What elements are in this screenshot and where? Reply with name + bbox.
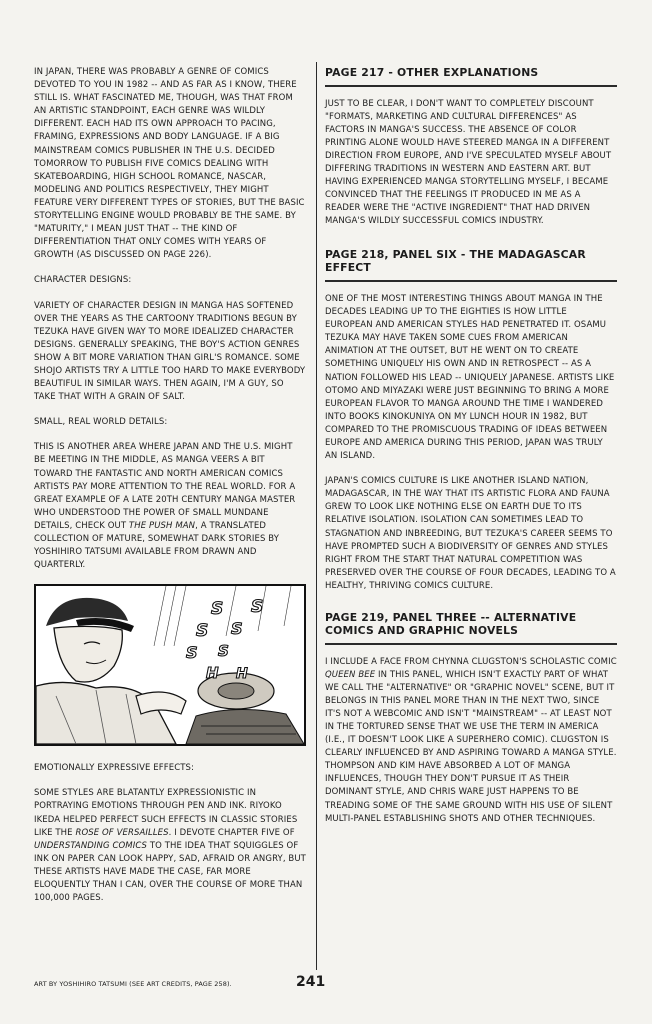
sfx-letter: S: [196, 621, 209, 642]
sfx-letter: S: [211, 599, 224, 620]
left-column: [34, 66, 306, 917]
sfx-letter: S: [231, 619, 243, 639]
title-queen-bee: QUEEN BEE: [325, 669, 376, 680]
column-divider: [316, 62, 317, 970]
paragraph-page-217: JUST TO BE CLEAR, I DON'T WANT TO COMPLETELY DISCOUNT "FORMATS, MARKETING AND CULTURAL DIFFERENCES" AS FACTORS IN MANGA'S SUCCESS. THE ABSENCE OF COLOR PRINTING ALONE WOULD HAVE STEERED MANGA IN A DIFFERENT DIRECTION FROM EUROPE, AND I'VE SPECULATED MYSELF ABOUT DIFFERING TRADITIONS IN WESTERN AND EASTERN ART. BUT HAVING EXPERIENCED MANGA STORYTELLING MYSELF, I BECAME CONVINCED THAT THE FEELINGS IT PRODUCED IN ME AS A READER WERE THE "ACTIVE INGREDIENT" THAT HAD DRIVEN MANGA'S WILDLY SUCCESSFUL COMICS INDUSTRY.: [325, 98, 612, 227]
title-understanding-comics: UNDERSTANDING COMICS: [34, 840, 148, 851]
page-number: 241: [296, 974, 326, 990]
paragraph-intro: IN JAPAN, THERE WAS PROBABLY A GENRE OF COMICS DEVOTED TO YOU IN 1982 -- AND AS FAR AS I KNOW, THERE STILL IS. WHAT FASCINATED ME, THOUGH, WAS THAT FROM AN ARTISTIC STANDPOINT, EACH GENRE WAS WILDLY DIFFERENT. EACH HAD ITS OWN APPROACH TO PACING, FRAMING, EXPRESSIONS AND BODY LANGUAGE. IF A BIG MAINSTREAM COMICS PUBLISHER IN THE U.S. DECIDED TOMORROW TO PUBLISH FIVE COMICS DEALING WITH SKATEBOARDING, HIGH SCHOOL ROMANCE, NASCAR, MODELING AND POLITICS RESPECTIVELY, THEY MIGHT FEATURE VERY DIFFERENT TYPES OF STORIES, BUT THE BASIC STORYTELLING ENGINE WOULD PROBABLY BE THE SAME. BY "MATURITY," I MEAN JUST THAT -- THE KIND OF DIFFERENTIATION THAT ONLY COMES WITH YEARS OF GROWTH (AS DISCUSSED ON PAGE 226).: [34, 67, 305, 261]
sfx-letter: H: [206, 664, 219, 683]
heading-rule: [325, 280, 617, 282]
paragraph-emotional-effects: SOME STYLES ARE BLATANTLY EXPRESSIONISTIC IN PORTRAYING EMOTIONS THROUGH PEN AND INK. RIYOKO IKEDA HELPED PERFECT SUCH EFFECTS IN CLASSIC STORIES LIKE THE ROSE OF VERSAILLES. I DEVOTE CHAPTER FIVE OF UNDERSTANDING COMICS TO THE IDEA THAT SQUIGGLES OF INK ON PAPER CAN LOOK HAPPY, SAD, AFRAID OR ANGRY, BUT THESE ARTISTS HAVE MADE THE CASE, FAR MORE ELOQUENTLY THAN I CAN, OVER THE COURSE OF MORE THAN 100,000 PAGES.: [34, 788, 306, 904]
art-credit-caption: ART BY YOSHIHIRO TATSUMI (SEE ART CREDITS, PAGE 258).: [34, 980, 232, 988]
comic-panel-illustration: [34, 584, 306, 746]
paragraph-character-designs: VARIETY OF CHARACTER DESIGN IN MANGA HAS SOFTENED OVER THE YEARS AS THE CARTOONY TRADITIONS BEGUN BY TEZUKA HAVE GIVEN WAY TO MORE IDEALIZED CHARACTER DESIGNS. GENERALLY SPEAKING, THE BOY'S ACTION GENRES SHOW A BIT MORE VARIATION THAN GIRL'S ROMANCE. SOME SHOJO ARTISTS TRY A LITTLE TOO HARD TO MAKE EVERYBODY BEAUTIFUL IN SIMILAR WAYS. THEN AGAIN, I'M A GUY, SO TAKE THAT WITH A GRAIN OF SALT.: [34, 300, 306, 403]
paragraph-small-details: THIS IS ANOTHER AREA WHERE JAPAN AND THE U.S. MIGHT BE MEETING IN THE MIDDLE, AS MANGA VEERS A BIT TOWARD THE FANTASTIC AND NORTH AMERICAN COMICS ARTISTS PAY MORE ATTENTION TO THE REAL WORLD. FOR A GREAT EXAMPLE OF A LATE 20TH CENTURY MANGA MASTER WHO UNDERSTOOD THE POWER OF SMALL MUNDANE DETAILS, CHECK OUT THE PUSH MAN, A TRANSLATED COLLECTION OF MATURE, SOMEWHAT DARK STORIES BY YOSHIHIRO TATSUMI AVAILABLE FROM DRAWN AND QUARTERLY.: [34, 442, 296, 571]
heading-page-218: PAGE 218, PANEL SIX - THE MADAGASCAR EFFECT: [325, 248, 586, 275]
heading-emotional-effects: EMOTIONALLY EXPRESSIVE EFFECTS:: [34, 763, 194, 774]
paragraph-page-218-b: JAPAN'S COMICS CULTURE IS LIKE ANOTHER ISLAND NATION, MADAGASCAR, IN THE WAY THAT ITS ARTISTIC FLORA AND FAUNA GREW TO LOOK LIKE NOTHING ELSE ON EARTH DUE TO ITS RELATIVE ISOLATION. ISOLATION CAN SOMETIMES LEAD TO STAGNATION AND INBREEDING, BUT TEZUKA'S CAREER SEEMS TO HAVE PROMPTED SUCH A BIODIVERSITY OF GENRES AND STYLES RIGHT FROM THE START THAT NATURAL COMPETITION WAS PRESERVED OVER THE COURSE OF FOUR DECADES, LEADING TO A HEALTHY, THRIVING COMICS CULTURE.: [325, 476, 616, 591]
right-column: [325, 66, 617, 838]
sfx-letter: H: [236, 666, 248, 683]
sfx-letter: S: [186, 643, 198, 663]
heading-rule: [325, 85, 617, 87]
heading-page-219: PAGE 219, PANEL THREE -- ALTERNATIVE COMICS AND GRAPHIC NOVELS: [325, 611, 577, 637]
heading-small-details: SMALL, REAL WORLD DETAILS:: [34, 417, 168, 428]
heading-rule: [325, 643, 617, 645]
title-push-man: THE PUSH MAN: [128, 520, 196, 531]
heading-character-designs: CHARACTER DESIGNS:: [34, 275, 132, 286]
paragraph-page-219: I INCLUDE A FACE FROM CHYNNA CLUGSTON'S SCHOLASTIC COMIC QUEEN BEE IN THIS PANEL, WHICH ISN'T EXACTLY PART OF WHAT WE CALL THE "ALTERNATIVE" OR "GRAPHIC NOVEL" SCENE, BUT IT BELONGS IN THIS PANEL MORE THAN IN THE NEXT TWO, SINCE IT'S NOT A WEBCOMIC AND ISN'T "MAINSTREAM" -- AT LEAST NOT IN THE TORTURED SENSE THAT WE USE THE TERM IN AMERICA (I.E., IT DOESN'T LOOK LIKE A SUPERHERO COMIC). CLUGSTON IS CLEARLY INFLUENCED BY AND ASPIRING TOWARD A MANGA STYLE. THOMPSON AND KIM HAVE ABSORBED A LOT OF MANGA INFLUENCES, THOUGH THEY DON'T PURSUE IT AS THEIR DOMINANT STYLE, AND CHRIS WARE JUST HAPPENS TO BE TREADING SOME OF THE SAME GROUND WITH HIS USE OF SILENT MULTI-PANEL ESTABLISHING SHOTS AND OTHER TECHNIQUES.: [325, 656, 617, 824]
paragraph-page-218-a: ONE OF THE MOST INTERESTING THINGS ABOUT MANGA IN THE DECADES LEADING UP TO THE EIGHTIES IS HOW LITTLE EUROPEAN AND AMERICAN STYLES HAD PENETRATED IT. OSAMU TEZUKA MAY HAVE TAKEN SOME CUES FROM AMERICAN ANIMATION AT THE OUTSET, BUT HE WENT ON TO CREATE SOMETHING UNIQUELY HIS OWN AND IN RETROSPECT -- AS A NATION FOLLOWED HIS LEAD -- UNIQUELY JAPANESE. ARTISTS LIKE OTOMO AND MIYAZAKI WERE JUST BEGINNING TO BRING A MORE EUROPEAN FLAVOR TO MANGA AROUND THE TIME I WANDERED INTO BOOKS KINOKUNIYA ON MY LUNCH HOUR IN 1982, BUT COMPARED TO THE PROMISCUOUS TRADING OF IDEAS BETWEEN EUROPE AND AMERICA DURING THIS PERIOD, JAPAN WAS TRULY AN ISLAND.: [325, 293, 615, 462]
title-rose-of-versailles: ROSE OF VERSAILLES: [75, 827, 169, 838]
sfx-letter: S: [251, 597, 264, 618]
heading-page-217: PAGE 217 - OTHER EXPLANATIONS: [325, 66, 539, 79]
sfx-letter: S: [218, 642, 229, 661]
